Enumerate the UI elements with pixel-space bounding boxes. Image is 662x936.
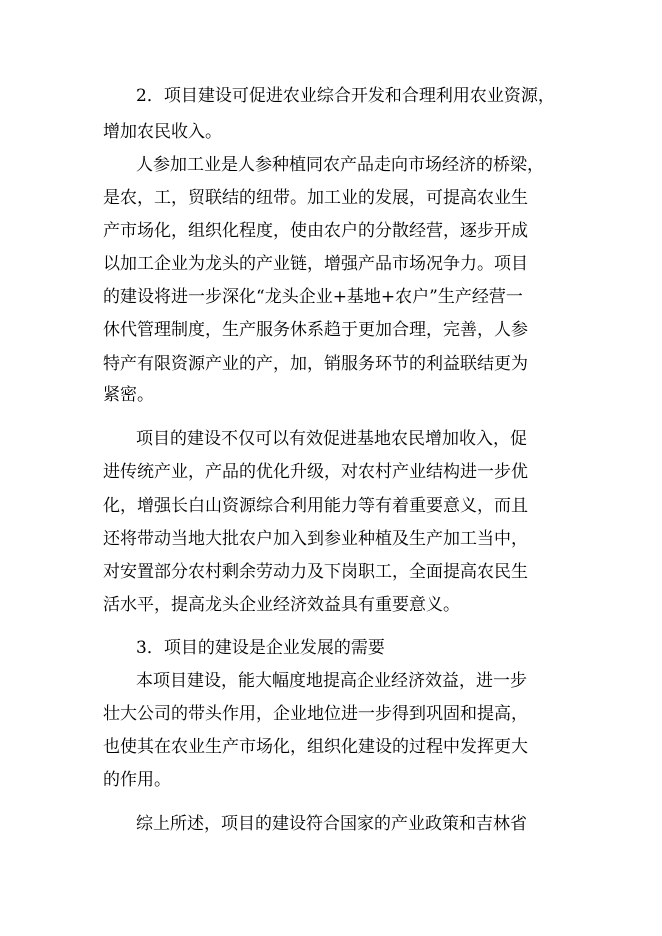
text-line: 还将带动当地大批农户加入到参业种植及生产加工当中，	[103, 529, 528, 549]
text-line: 特产有限资源产业的产，加，销服务环节的利益联结更为	[103, 354, 528, 374]
text-line: 紧密。	[103, 385, 154, 405]
text-line: 壮大公司的带头作用，企业地位进一步得到巩固和提高，	[103, 704, 528, 724]
text-line: 以加工企业为龙头的产业链，增强产品市场况争力。项目	[103, 254, 528, 274]
text-line: 增加农民收入。	[103, 122, 222, 142]
text-line: 是农，工，贸联结的纽带。加工业的发展，可提高农业生	[103, 188, 528, 208]
text-line: 化，增强长白山资源综合利用能力等有着重要意义，而且	[103, 496, 528, 516]
text-line: 的建设将进一步深化“龙头企业+基地+农户”生产经营一	[103, 287, 523, 307]
text-line: 产市场化，组织化程度，使由农户的分散经营，逐步开成	[103, 221, 528, 241]
text-line: 休代管理制度，生产服务休系趋于更加合理，完善，人参	[103, 320, 528, 340]
section-heading: 3．项目的建设是企业发展的需要	[136, 638, 385, 658]
text-line: 对安置部分农村剩余劳动力及下岗职工，全面提高农民生	[103, 562, 528, 582]
text-line: 的作用。	[103, 770, 171, 790]
text-line: 综上所述，项目的建设符合国家的产业政策和吉林省	[136, 814, 527, 834]
text-line: 项目的建设不仅可以有效促进基地农民增加收入，促	[136, 429, 527, 449]
text-line: 本项目建设，能大幅度地提高企业经济效益，进一步	[136, 671, 527, 691]
text-line: 活水平，提高龙头企业经济效益具有重要意义。	[103, 595, 460, 615]
text-line: 进传统产业，产品的优化升级，对农村产业结构进一步优	[103, 462, 528, 482]
text-line: 也使其在农业生产市场化，组织化建设的过程中发挥更大	[103, 737, 528, 757]
text-line: 2．项目建设可促进农业综合开发和合理利用农业资源，	[136, 86, 555, 106]
text-line: 人参加工业是人参种植同农产品走向市场经济的桥梁，	[136, 155, 544, 175]
